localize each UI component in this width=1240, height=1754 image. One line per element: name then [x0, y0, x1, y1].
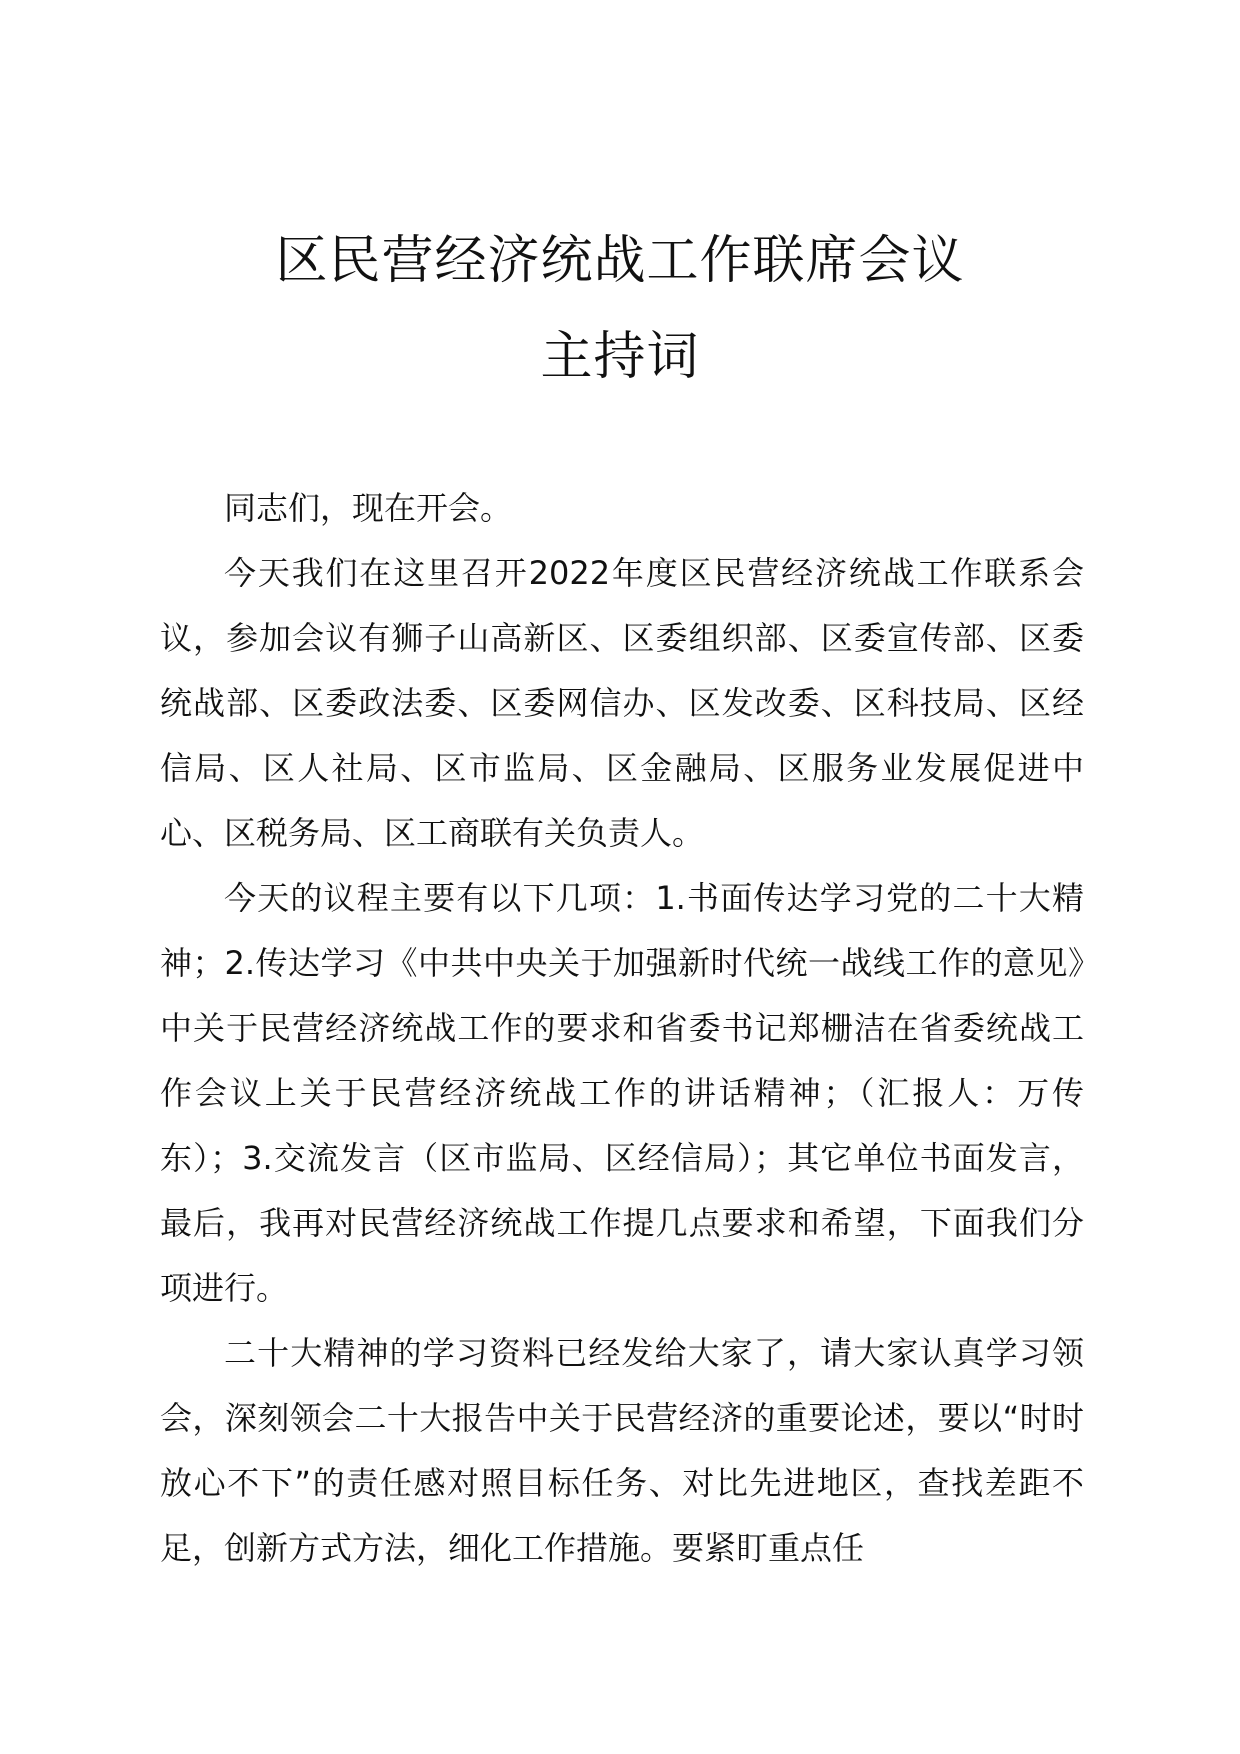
- document-title: [0, 226, 1240, 392]
- paragraph-agenda: 今天的议程主要有以下几项：1.书面传达学习党的二十大精神；2.传达学习《中共中央关于加强新时代统一战线工作的意见》中关于民营经济统战工作的要求和省委书记郑栅洁在省委统战工作会议上关于民营经济统战工作的讲话精神；（汇报人：万传东）；3.交流发言（区市监局、区经信局）；其它单位书面发言，最后，我再对民营经济统战工作提几点要求和希望，下面我们分项进行。: [160, 879, 1084, 1307]
- paragraph-opening: 同志们，现在开会。: [224, 489, 513, 527]
- paragraph-study: 二十大精神的学习资料已经发给大家了，请大家认真学习领会，深刻领会二十大报告中关于民营经济的重要论述，要以“时时放心不下”的责任感对照目标任务、对比先进地区，查找差距不足，创新方式方法，细化工作措施。要紧盯重点任: [160, 1334, 1084, 1567]
- title-line-sub: 主持词: [540, 327, 700, 387]
- paragraph-attendees: 今天我们在这里召开2022年度区民营经济统战工作联系会议，参加会议有狮子山高新区、区委组织部、区委宣传部、区委统战部、区委政法委、区委网信办、区发改委、区科技局、区经信局、区人社局、区市监局、区金融局、区服务业发展促进中心、区税务局、区工商联有关负责人。: [160, 554, 1084, 852]
- document-body: [160, 476, 1084, 1581]
- title-line-main: 区民营经济统战工作联席会议: [275, 231, 965, 291]
